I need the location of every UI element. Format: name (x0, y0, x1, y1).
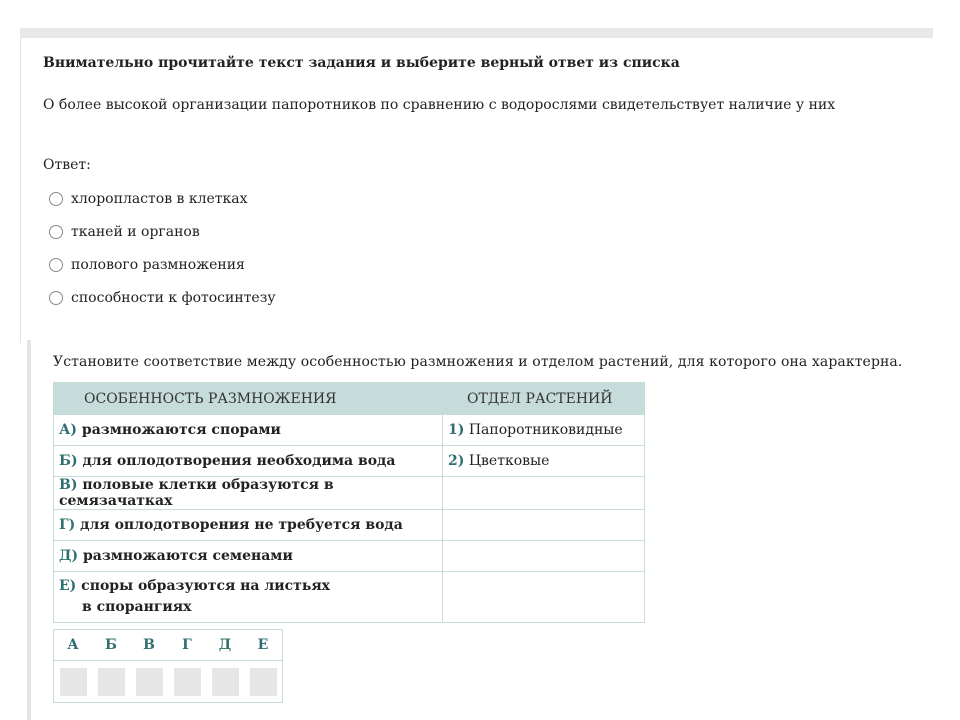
feature-column-header: ОСОБЕННОСТЬ РАЗМНОЖЕНИЯ (54, 383, 443, 415)
answer-option-4[interactable] (49, 288, 276, 308)
table-row (54, 415, 645, 446)
division-cell (443, 446, 645, 477)
feature-text: для оплодотворения не требуется вода (80, 517, 403, 533)
feature-text: половые клетки образуются в семязачатках (59, 477, 334, 509)
question-card-2 (27, 340, 937, 720)
feature-letter: Д) (59, 548, 79, 564)
division-text: Папоротниковидные (468, 422, 623, 438)
answer-option-2[interactable] (49, 222, 200, 242)
radio-button[interactable] (49, 258, 63, 272)
option-label: способности к фотосинтезу (71, 290, 276, 306)
option-label: полового размножения (71, 257, 245, 273)
radio-button[interactable] (49, 291, 63, 305)
division-text: Цветковые (468, 453, 550, 469)
matching-question-heading: Установите соответствие между особенностью размножения и отделом растений, для которого она характерна. (53, 354, 903, 370)
answer-input-box[interactable] (250, 668, 277, 696)
table-row (54, 572, 645, 623)
division-cell (443, 477, 645, 510)
answer-input-box[interactable] (98, 668, 125, 696)
table-row (54, 477, 645, 510)
matching-table (53, 382, 645, 623)
answer-input-box[interactable] (212, 668, 239, 696)
answer-column-letter: Г (182, 637, 192, 653)
division-cell (443, 415, 645, 446)
feature-letter: Б) (59, 453, 78, 469)
answer-column-letter: Е (257, 637, 269, 653)
answer-column-letter: Д (218, 637, 232, 653)
radio-button[interactable] (49, 225, 63, 239)
feature-cell (54, 446, 443, 477)
feature-text: споры образуются на листьях (81, 578, 331, 594)
feature-cell (54, 510, 443, 541)
question-card-1 (20, 38, 934, 343)
question-instruction: Внимательно прочитайте текст задания и выберите верный ответ из списка (43, 55, 680, 71)
feature-cell (54, 477, 443, 510)
radio-button[interactable] (49, 192, 63, 206)
table-row (54, 446, 645, 477)
answer-column-letter: А (67, 637, 79, 653)
feature-letter: Е) (59, 578, 77, 594)
matching-table-header (54, 383, 645, 415)
feature-letter: В) (59, 477, 78, 493)
feature-letter: Г) (59, 517, 76, 533)
division-cell (443, 510, 645, 541)
feature-cell (54, 415, 443, 446)
division-number: 2) (448, 453, 465, 469)
feature-cell (54, 541, 443, 572)
feature-text: размножаются спорами (81, 422, 281, 438)
answer-input-box[interactable] (136, 668, 163, 696)
answer-column-letter: В (143, 637, 155, 653)
feature-letter: А) (59, 422, 78, 438)
answer-option-1[interactable] (49, 189, 248, 209)
feature-text: размножаются семенами (82, 548, 293, 564)
feature-cell (54, 572, 443, 623)
answer-option-3[interactable] (49, 255, 245, 275)
option-label: хлоропластов в клетках (71, 191, 248, 207)
answer-input-box[interactable] (60, 668, 87, 696)
table-row (54, 510, 645, 541)
answer-column-letter: Б (105, 637, 117, 653)
table-row (54, 541, 645, 572)
feature-text: для оплодотворения необходима вода (82, 453, 396, 469)
answer-label: Ответ: (43, 157, 91, 173)
division-cell (443, 572, 645, 623)
feature-text-continued: в спорангиях (82, 599, 192, 615)
division-column-header: ОТДЕЛ РАСТЕНИЙ (443, 383, 645, 415)
answer-input-box[interactable] (174, 668, 201, 696)
top-separator (20, 28, 933, 38)
question-text: О более высокой организации папоротников по сравнению с водорослями свидетельствует наличие у них (43, 97, 836, 113)
division-number: 1) (448, 422, 465, 438)
option-label: тканей и органов (71, 224, 200, 240)
answer-grid (53, 629, 283, 703)
division-cell (443, 541, 645, 572)
